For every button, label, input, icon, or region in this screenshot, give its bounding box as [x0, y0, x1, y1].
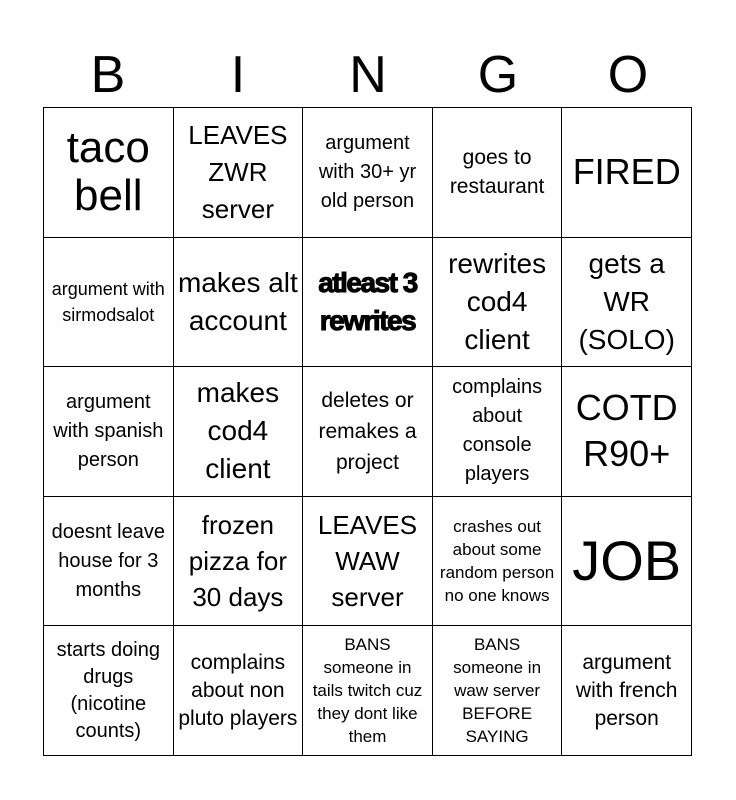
- cell-text: argument with spanish person: [53, 390, 164, 471]
- cell-text: taco bell: [66, 123, 150, 221]
- cell-text: starts doing drugs (nicotine counts): [56, 638, 160, 742]
- bingo-cell[interactable]: [433, 238, 563, 368]
- bingo-cell[interactable]: [433, 108, 563, 238]
- bingo-cell[interactable]: [44, 497, 174, 627]
- bingo-cell[interactable]: [174, 238, 304, 368]
- cell-text: gets a WR (SOLO): [578, 247, 675, 355]
- cell-text: LEAVES WAW server: [317, 510, 418, 613]
- bingo-cell[interactable]: [303, 367, 433, 497]
- cell-text: rewrites cod4 client: [448, 247, 547, 355]
- bingo-cell[interactable]: [44, 626, 174, 756]
- bingo-cell[interactable]: [562, 238, 692, 368]
- bingo-cell[interactable]: [433, 497, 563, 627]
- bingo-cell[interactable]: [562, 626, 692, 756]
- cell-text: goes to restaurant: [449, 146, 545, 199]
- bingo-cell[interactable]: [174, 626, 304, 756]
- cell-text: deletes or remakes a project: [318, 388, 417, 474]
- header-letter-o: O: [607, 46, 649, 104]
- cell-text: complains about console players: [452, 376, 543, 486]
- bingo-header: [43, 44, 693, 106]
- bingo-cell[interactable]: [562, 367, 692, 497]
- bingo-cell[interactable]: [303, 108, 433, 238]
- bingo-cell[interactable]: [44, 108, 174, 238]
- bingo-cell[interactable]: [174, 497, 304, 627]
- bingo-cell[interactable]: [562, 497, 692, 627]
- bingo-cell[interactable]: [303, 626, 433, 756]
- bingo-cell[interactable]: [44, 238, 174, 368]
- cell-text: JOB: [572, 529, 682, 593]
- cell-text: FIRED: [572, 151, 681, 193]
- bingo-cell[interactable]: [174, 367, 304, 497]
- bingo-cell[interactable]: [562, 108, 692, 238]
- header-letter-i: I: [230, 46, 246, 104]
- cell-text: argument with sirmodsalot: [51, 278, 165, 325]
- cell-text: LEAVES ZWR server: [188, 119, 288, 224]
- cell-text: makes alt account: [177, 266, 298, 336]
- header-letter-n: N: [349, 46, 387, 104]
- cell-text: BANS someone in tails twitch cuz they dont like them: [312, 635, 423, 747]
- cell-text: doesnt leave house for 3 months: [51, 520, 165, 601]
- cell-text: COTD R90+: [575, 387, 678, 475]
- bingo-grid: [43, 107, 692, 756]
- bingo-cell[interactable]: [44, 367, 174, 497]
- header-letter-g: G: [477, 46, 519, 104]
- cell-text: complains about non pluto players: [178, 650, 298, 730]
- cell-text: frozen pizza for 30 days: [188, 510, 288, 613]
- bingo-cell[interactable]: [174, 108, 304, 238]
- free-space-text: atleast 3 rewrites: [318, 266, 417, 336]
- bingo-cell[interactable]: [303, 497, 433, 627]
- cell-text: makes cod4 client: [196, 377, 280, 485]
- bingo-cell[interactable]: [433, 626, 563, 756]
- bingo-cell[interactable]: [433, 367, 563, 497]
- cell-text: argument with 30+ yr old person: [318, 131, 417, 212]
- cell-text: crashes out about some random person no one knows: [439, 517, 555, 606]
- cell-text: argument with french person: [575, 650, 678, 730]
- header-letter-b: B: [90, 46, 126, 104]
- cell-text: BANS someone in waw server BEFORE SAYING: [453, 635, 542, 747]
- free-space-cell[interactable]: [303, 238, 433, 368]
